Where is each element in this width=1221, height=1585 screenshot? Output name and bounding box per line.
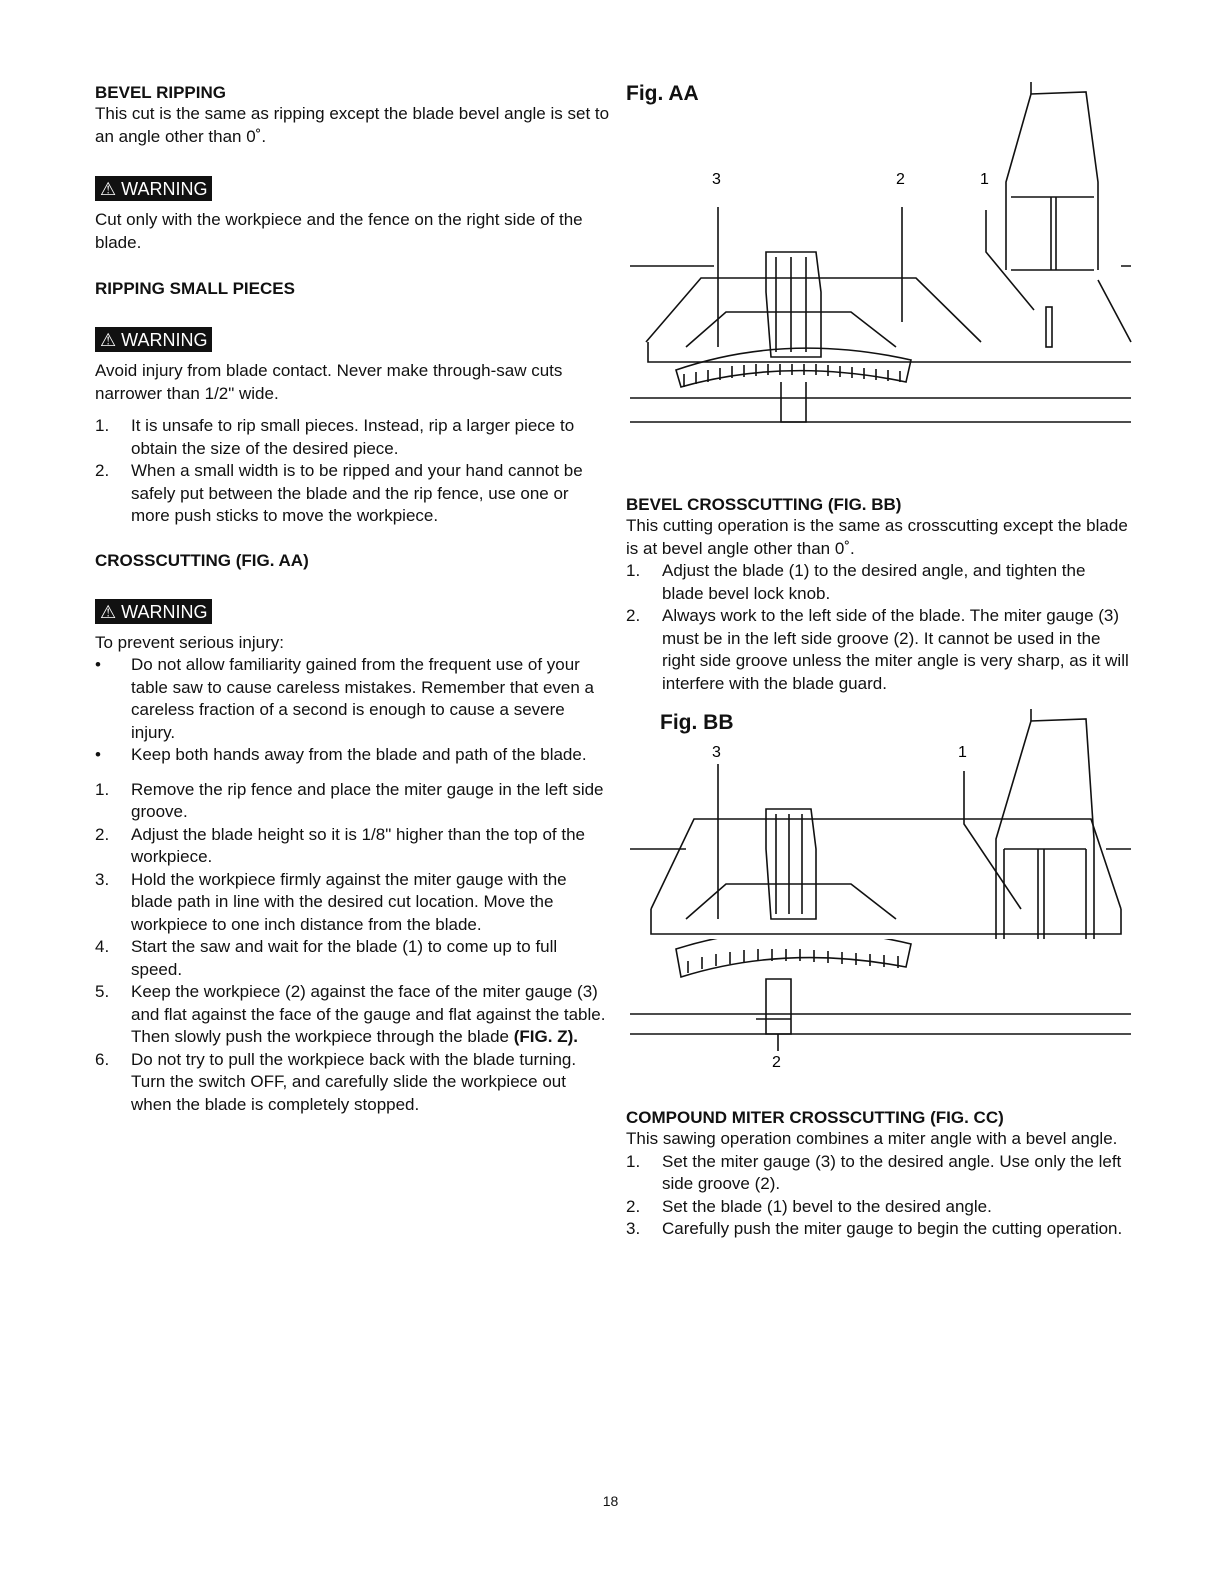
fig-bb-title: Fig. BB [660, 711, 734, 734]
list-item: 2. Set the blade (1) bevel to the desired angle. [626, 1196, 992, 1216]
compound-miter-steps [626, 1151, 1131, 1241]
warning-badge-2: ⚠ WARNING [95, 327, 212, 352]
ripping-steps-list [95, 415, 610, 528]
list-item: 1. Remove the rip fence and place the miter gauge in the left side groove. [95, 779, 604, 821]
list-item: 3. Carefully push the miter gauge to begin the cutting operation. [626, 1219, 1123, 1238]
warning-text-1: Cut only with the workpiece and the fence on the right side of the blade. [95, 210, 583, 252]
bevel-crosscutting-heading: BEVEL CROSSCUTTING (FIG. BB) [626, 495, 902, 514]
warning-intro-3: To prevent serious injury: [95, 632, 284, 652]
warning-badge-1: ⚠ WARNING [95, 176, 212, 201]
miter-gauge [766, 809, 816, 919]
bevel-ripping-heading: BEVEL RIPPING [95, 83, 226, 102]
fig-bb-diagram-lower [626, 939, 1136, 1069]
fig-bb-label-3: 3 [712, 744, 721, 761]
miter-gauge [676, 348, 911, 387]
list-item: 2. Adjust the blade height so it is 1/8" higher than the top of the workpiece. [95, 824, 586, 866]
warning-bullets [95, 654, 610, 767]
list-item: 2. Always work to the left side of the blade. The miter gauge (3) must be in the left side groove (2). It cannot be used in the right side groove unless the miter angle is very sharp, as it will interfere with the blade guard. [626, 606, 1129, 693]
list-item: • Do not allow familiarity gained from the frequent use of your table saw to cause careless mistakes. Remember that even a careless fraction of a second is enough to cause a severe injury. [95, 655, 594, 742]
list-item: 1. It is unsafe to rip small pieces. Instead, rip a larger piece to obtain the size of the desired piece. [95, 416, 575, 458]
fig-aa-label-1: 1 [980, 171, 989, 188]
fig-bb-diagram [626, 709, 1136, 939]
list-item: 3. Hold the workpiece firmly against the miter gauge with the blade path in line with the desired cut location. Move the workpiece to one inch distance from the blade. [95, 869, 567, 934]
bevel-crosscutting-text: This cutting operation is the same as crosscutting except the blade is at bevel angle other than 0˚. [626, 516, 1128, 558]
list-item: 1. Adjust the blade (1) to the desired angle, and tighten the blade bevel lock knob. [626, 561, 1086, 603]
fig-aa-label-2: 2 [896, 171, 905, 188]
crosscutting-heading: CROSSCUTTING (FIG. AA) [95, 550, 309, 570]
list-item: 6. Do not try to pull the workpiece back with the blade turning. Turn the switch OFF, and carefully slide the workpiece out when the blade is completely stopped. [95, 1049, 577, 1114]
bevel-ripping-text: This cut is the same as ripping except the blade bevel angle is set to an angle other than 0˚. [95, 104, 610, 146]
compound-miter-heading: COMPOUND MITER CROSSCUTTING (FIG. CC) [626, 1108, 1004, 1127]
fig-aa-diagram [626, 82, 1136, 442]
list-item: 2. When a small width is to be ripped and your hand cannot be safely put between the blade and the rip fence, use one or more push sticks to move the workpiece. [95, 461, 583, 525]
warning-text-2: Avoid injury from blade contact. Never make through-saw cuts narrower than 1/2" wide. [95, 361, 563, 403]
fence-shape [1006, 92, 1098, 270]
left-column [95, 82, 610, 1116]
fig-bb-label-1: 1 [958, 744, 967, 761]
crosscut-steps-list [95, 779, 610, 1117]
compound-miter-text: This sawing operation combines a miter angle with a bevel angle. [626, 1129, 1118, 1148]
page-number: 18 [602, 1493, 619, 1509]
right-column [626, 82, 1131, 1241]
list-item: 4. Start the saw and wait for the blade (1) to come up to full speed. [95, 937, 558, 979]
list-item: 5. Keep the workpiece (2) against the face of the miter gauge (3) and flat against the face of the gauge and flat against the table. Then slowly push the workpiece through the blade (FIG. Z). [95, 982, 606, 1046]
fig-aa-label-3: 3 [712, 171, 721, 188]
list-item: 1. Set the miter gauge (3) to the desired angle. Use only the left side groove (2). [626, 1151, 1122, 1193]
fig-aa-title: Fig. AA [626, 82, 699, 105]
fig-bb-label-2: 2 [772, 1054, 781, 1069]
list-item: • Keep both hands away from the blade and path of the blade. [95, 745, 587, 764]
blade-guard [996, 719, 1094, 939]
bevel-crosscutting-steps [626, 560, 1131, 695]
ripping-small-heading: RIPPING SMALL PIECES [95, 279, 295, 298]
warning-badge-3: ⚠ WARNING [95, 599, 212, 624]
